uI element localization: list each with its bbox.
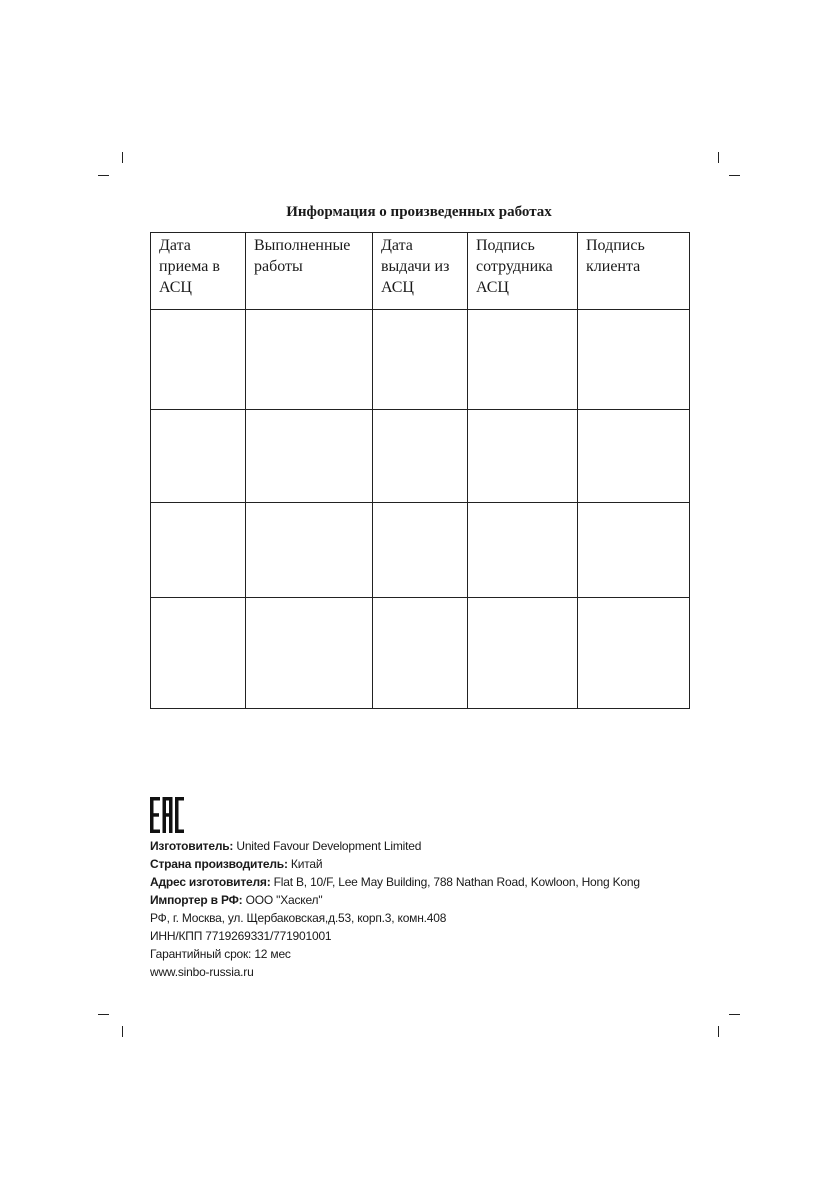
- crop-mark-bottom-left-vertical: [122, 1026, 123, 1037]
- address-line: [150, 873, 640, 891]
- importer-address: РФ, г. Москва, ул. Щербаковская,д.53, корп.3, комн.408: [150, 911, 447, 925]
- country-label: Страна производитель:: [150, 857, 288, 871]
- table-header-row: [151, 233, 690, 310]
- table-cell[interactable]: [151, 410, 246, 503]
- crop-mark-top-left-vertical: [122, 152, 123, 163]
- table-cell[interactable]: [373, 598, 468, 709]
- crop-mark-top-right-vertical: [718, 152, 719, 163]
- table-cell[interactable]: [246, 503, 373, 598]
- table-cell[interactable]: [246, 410, 373, 503]
- crop-mark-bottom-right-vertical: [718, 1026, 719, 1037]
- table-row: [151, 410, 690, 503]
- header-works-done: Выполненные работы: [246, 233, 373, 310]
- header-date-received: Дата приема в АСЦ: [151, 233, 246, 310]
- table-cell[interactable]: [578, 503, 690, 598]
- table-cell[interactable]: [578, 410, 690, 503]
- header-client-signature: Подпись клиента: [578, 233, 690, 310]
- header-employee-signature: Подпись сотрудника АСЦ: [468, 233, 578, 310]
- address-value: Flat B, 10/F, Lee May Building, 788 Nathan Road, Kowloon, Hong Kong: [270, 875, 640, 889]
- crop-mark-top-right-horizontal: [729, 175, 740, 176]
- table-cell[interactable]: [468, 410, 578, 503]
- table-row: [151, 598, 690, 709]
- crop-mark-bottom-left-horizontal: [98, 1014, 109, 1015]
- table-cell[interactable]: [151, 310, 246, 410]
- warranty-period: Гарантийный срок: 12 мес: [150, 947, 291, 961]
- header-date-issued: Дата выдачи из АСЦ: [373, 233, 468, 310]
- works-table: [150, 232, 690, 709]
- table-cell[interactable]: [373, 410, 468, 503]
- importer-label: Импортер в РФ:: [150, 893, 243, 907]
- table-cell[interactable]: [578, 310, 690, 410]
- table-cell[interactable]: [468, 598, 578, 709]
- eac-mark-logo: [150, 797, 184, 833]
- table-cell[interactable]: [151, 598, 246, 709]
- manufacturer-label: Изготовитель:: [150, 839, 234, 853]
- table-cell[interactable]: [373, 503, 468, 598]
- address-label: Адрес изготовителя:: [150, 875, 271, 889]
- crop-mark-top-left-horizontal: [98, 175, 109, 176]
- table-cell[interactable]: [246, 310, 373, 410]
- country-line: [150, 855, 640, 873]
- importer-line: [150, 891, 640, 909]
- table-row: [151, 310, 690, 410]
- page-title: Информация о произведенных работах: [286, 204, 552, 220]
- table-row: [151, 503, 690, 598]
- table-cell[interactable]: [578, 598, 690, 709]
- crop-mark-bottom-right-horizontal: [729, 1014, 740, 1015]
- country-value: Китай: [287, 857, 323, 871]
- table-cell[interactable]: [468, 503, 578, 598]
- table-cell[interactable]: [373, 310, 468, 410]
- inn-kpp: ИНН/КПП 7719269331/771901001: [150, 929, 332, 943]
- website-link[interactable]: www.sinbo-russia.ru: [150, 965, 254, 979]
- table-cell[interactable]: [151, 503, 246, 598]
- table-cell[interactable]: [468, 310, 578, 410]
- importer-value: ООО "Хаскел": [242, 893, 323, 907]
- manufacturer-info: [150, 837, 640, 981]
- table-cell[interactable]: [246, 598, 373, 709]
- manufacturer-value: United Favour Development Limited: [233, 839, 422, 853]
- manufacturer-line: [150, 837, 640, 855]
